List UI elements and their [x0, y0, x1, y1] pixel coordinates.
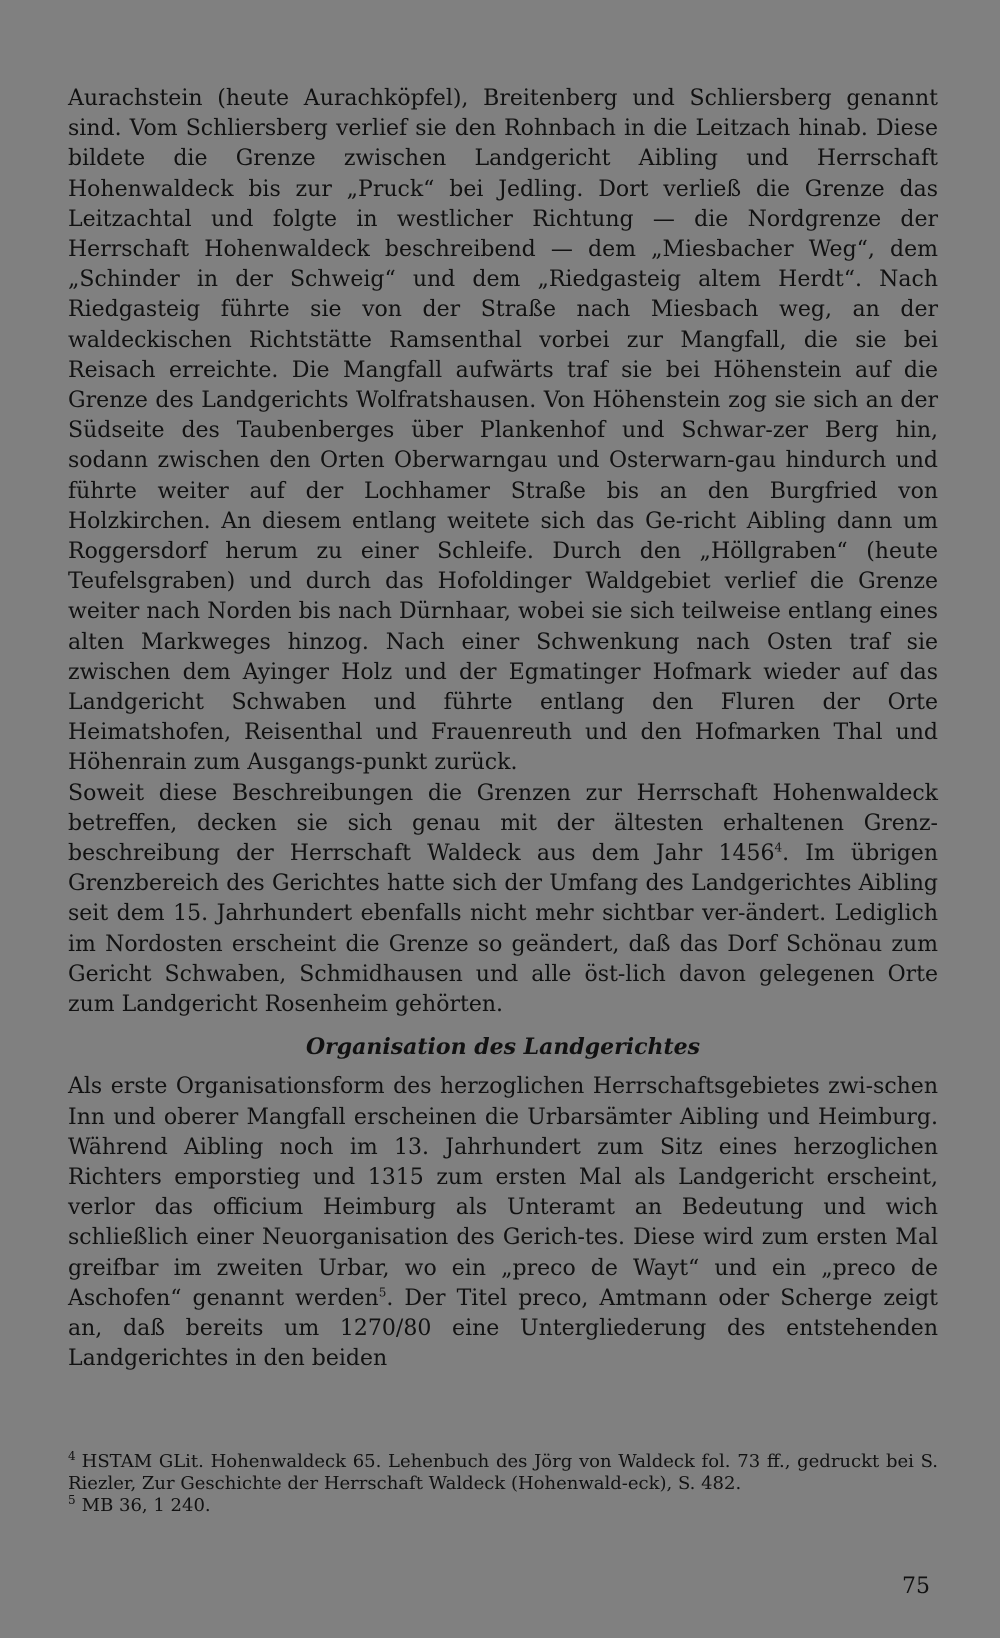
section-heading: Organisation des Landgerichtes — [305, 1034, 701, 1061]
footnote-marker: 5 — [68, 1493, 76, 1507]
footnote-4 — [68, 1451, 938, 1495]
footnote-reference-4[interactable]: 4 — [774, 840, 783, 855]
page-number: 75 — [902, 1574, 930, 1599]
footnotes-section — [68, 1451, 938, 1517]
paragraph-boundary-description: Aurachstein (heute Aurachköpfel), Breitenberg und Schliersberg genannt sind. Vom Schliersberg verlief sie den Rohnbach in die Leitzach hinab. Diese bildete die Grenze zwischen Landgericht Aibling und Herrschaft Hohenwaldeck bis zur „Pruck“ bei Jedling. Dort verließ die Grenze das Leitzachtal und folgte in westlicher Richtung — die Nordgrenze der Herrschaft Hohenwaldeck beschreibend — dem „Miesbacher Weg“, dem „Schinder in der Schweig“ und dem „Riedgasteig altem Herdt“. Nach Riedgasteig führte sie von der Straße nach Miesbach weg, an der waldeckischen Richtstätte Ramsenthal vorbei zur Mangfall, die sie bei Reisach erreichte. Die Mangfall aufwärts traf sie bei Höhenstein auf die Grenze des Landgerichts Wolfratshausen. Von Höhenstein zog sie sich an der Südseite des Taubenberges über Plankenhof und Schwar-zer Berg hin, sodann zwischen den Orten Oberwarngau und Osterwarn-gau hindurch und führte weiter auf der Lochhamer Straße bis an den Burgfried von Holzkirchen. An diesem entlang weitete sich das Ge-richt Aibling dann um Roggersdorf herum zu einer Schleife. Durch den „Höllgraben“ (heute Teufelsgraben) und durch das Hofoldinger Waldgebiet verlief die Grenze weiter nach Norden bis nach Dürnhaar, wobei sie sich teilweise entlang eines alten Markweges hinzog. Nach einer Schwenkung nach Osten traf sie zwischen dem Ayinger Holz und der Egmatinger Hofmark wieder auf das Landgericht Schwaben und führte entlang den Fluren der Orte Heimatshofen, Reisenthal und Frauenreuth und den Hofmarken Thal und Höhenrain zum Ausgangs-punkt zurück. — [68, 86, 938, 776]
footnote-5 — [68, 1495, 938, 1517]
paragraph-hohenwaldeck-comparison — [68, 779, 938, 1021]
footnote-text: MB 36, 1 240. — [81, 1495, 211, 1516]
paragraph-text-continued: . Der Titel preco, Amtmann oder Scherge zeigt an, daß bereits um 1270/80 eine Untergliederung des entstehenden Landgerichtes in den beiden — [68, 1285, 938, 1372]
paragraph-text-continued: . Im übrigen Grenzbereich des Gerichtes hatte sich der Umfang des Landgerichtes Aibling seit dem 15. Jahrhundert ebenfalls nicht mehr sichtbar ver-ändert. Lediglich im Nordosten erscheint die Grenze so geändert, daß das Dorf Schönau zum Gericht Schwaben, Schmidhausen und alle öst-lich davon gelegenen Orte zum Landgericht Rosenheim gehörten. — [68, 841, 938, 1018]
footnote-text: HSTAM GLit. Hohenwaldeck 65. Lehenbuch des Jörg von Waldeck fol. 73 ff., gedruckt bei S. Riezler, Zur Geschichte der Herrschaft Waldeck (Hohenwald-eck), S. 482. — [68, 1451, 938, 1494]
paragraph-text: Als erste Organisationsform des herzoglichen Herrschaftsgebietes zwi-schen Inn und oberer Mangfall erscheinen die Urbarsämter Aibling und Heimburg. Während Aibling noch im 13. Jahrhundert zum Sitz eines herzoglichen Richters emporstieg und 1315 zum ersten Mal als Landgericht erscheint, verlor das officium Heimburg als Unteramt an Bedeutung und wich schließlich einer Neuorganisation des Gerich-tes. Diese wird zum ersten Mal greifbar im zweiten Urbar, wo ein „preco de Wayt“ und ein „preco de Aschofen“ genannt werden — [68, 1074, 938, 1311]
paragraph-text: Soweit diese Beschreibungen die Grenzen zur Herrschaft Hohenwaldeck betreffen, decken sie sich genau mit der ältesten erhaltenen Grenz-beschreibung der Herrschaft Waldeck aus dem Jahr 1456 — [68, 780, 938, 867]
paragraph-organisation — [68, 1072, 938, 1374]
footnote-marker: 4 — [68, 1449, 76, 1463]
page-body — [68, 84, 938, 1374]
footnote-reference-5[interactable]: 5 — [378, 1285, 387, 1300]
